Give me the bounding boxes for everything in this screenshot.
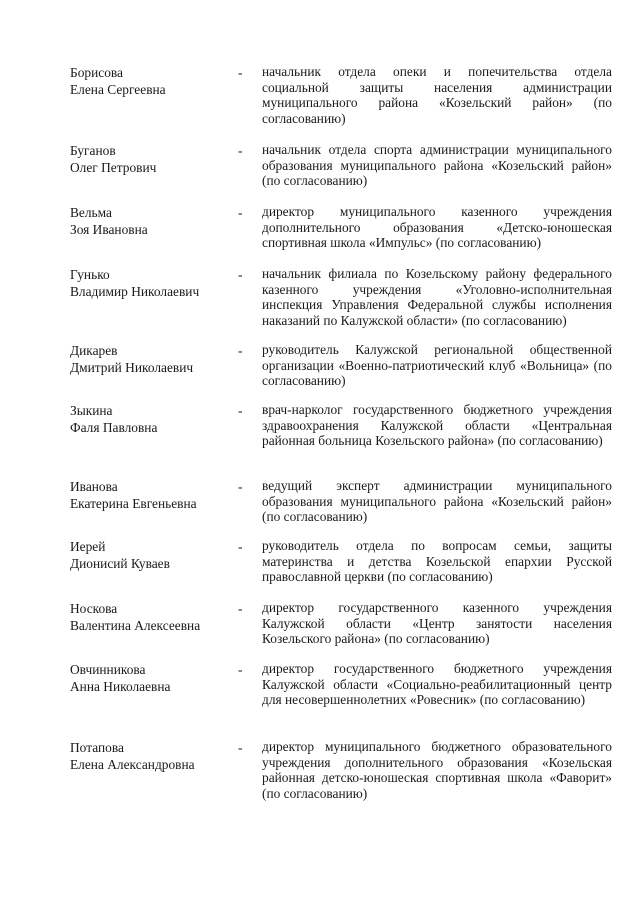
separator-dash: - — [238, 479, 243, 494]
member-given-names: Дмитрий Николаевич — [70, 360, 194, 375]
member-name — [70, 600, 235, 634]
member-name — [70, 739, 235, 773]
separator-dash: - — [238, 403, 243, 418]
separator-dash: - — [238, 205, 243, 220]
member-given-names: Елена Сергеевна — [70, 82, 166, 97]
member-given-names: Дионисий Куваев — [70, 556, 170, 571]
member-surname: Овчинникова — [70, 662, 146, 677]
member-role: директор муниципального казенного учреждения дополнительного образования «Детско-юношеская спортивная школа «Импульс» (по согласованию) — [262, 204, 612, 251]
member-given-names: Анна Николаевна — [70, 679, 171, 694]
member-name — [70, 266, 235, 300]
member-surname: Борисова — [70, 65, 123, 80]
member-name — [70, 64, 235, 98]
member-name — [70, 538, 235, 572]
member-role: директор государственного бюджетного учреждения Калужской области «Социально-реабилитационный центр для несовершеннолетних «Ровесник» (по согласованию) — [262, 661, 612, 708]
separator-dash: - — [238, 662, 243, 677]
member-given-names: Владимир Николаевич — [70, 284, 200, 299]
member-given-names: Фаля Павловна — [70, 420, 158, 435]
member-surname: Иерей — [70, 539, 106, 554]
member-given-names: Зоя Ивановна — [70, 222, 148, 237]
separator-dash: - — [238, 740, 243, 755]
member-role: руководитель Калужской региональной общественной организации «Военно-патриотический клуб «Вольница» (по согласованию) — [262, 342, 612, 389]
member-role: врач-нарколог государственного бюджетного учреждения здравоохранения Калужской области «Центральная районная больница Козельского района» (по согласованию) — [262, 402, 612, 449]
member-name — [70, 478, 235, 512]
separator-dash: - — [238, 601, 243, 616]
separator-dash: - — [238, 343, 243, 358]
member-surname: Буганов — [70, 143, 116, 158]
separator-dash: - — [238, 143, 243, 158]
separator-dash: - — [238, 267, 243, 282]
member-role: начальник филиала по Козельскому району федерального казенного учреждения «Уголовно-исполнительная инспекция Управления Федеральной службы исполнения наказаний по Калужской области» (по согласованию) — [262, 266, 612, 328]
member-name — [70, 204, 235, 238]
member-given-names: Олег Петрович — [70, 160, 157, 175]
member-name — [70, 342, 235, 376]
member-given-names: Валентина Алексеевна — [70, 618, 201, 633]
member-surname: Потапова — [70, 740, 124, 755]
member-surname: Гунько — [70, 267, 110, 282]
member-role: ведущий эксперт администрации муниципального образования муниципального района «Козельский район» (по согласованию) — [262, 478, 612, 525]
member-role: директор государственного казенного учреждения Калужской области «Центр занятости населения Козельского района» (по согласованию) — [262, 600, 612, 647]
member-surname: Дикарев — [70, 343, 118, 358]
member-given-names: Екатерина Евгеньевна — [70, 496, 197, 511]
separator-dash: - — [238, 65, 243, 80]
member-surname: Вельма — [70, 205, 112, 220]
member-surname: Иванова — [70, 479, 118, 494]
member-name — [70, 402, 235, 436]
member-role: начальник отдела опеки и попечительства отдела социальной защиты населения администрации муниципального района «Козельский район» (по согласованию) — [262, 64, 612, 126]
member-role: руководитель отдела по вопросам семьи, защиты материнства и детства Козельской епархии Русской православной церкви (по согласованию) — [262, 538, 612, 585]
member-given-names: Елена Александровна — [70, 757, 195, 772]
member-role: директор муниципального бюджетного образовательного учреждения дополнительного образования «Козельская районная детско-юношеская спортивная школа «Фаворит» (по согласованию) — [262, 739, 612, 801]
member-surname: Зыкина — [70, 403, 113, 418]
member-name — [70, 661, 235, 695]
member-role: начальник отдела спорта администрации муниципального образования муниципального района «Козельский район» (по согласованию) — [262, 142, 612, 189]
member-name — [70, 142, 235, 176]
separator-dash: - — [238, 539, 243, 554]
member-surname: Носкова — [70, 601, 118, 616]
